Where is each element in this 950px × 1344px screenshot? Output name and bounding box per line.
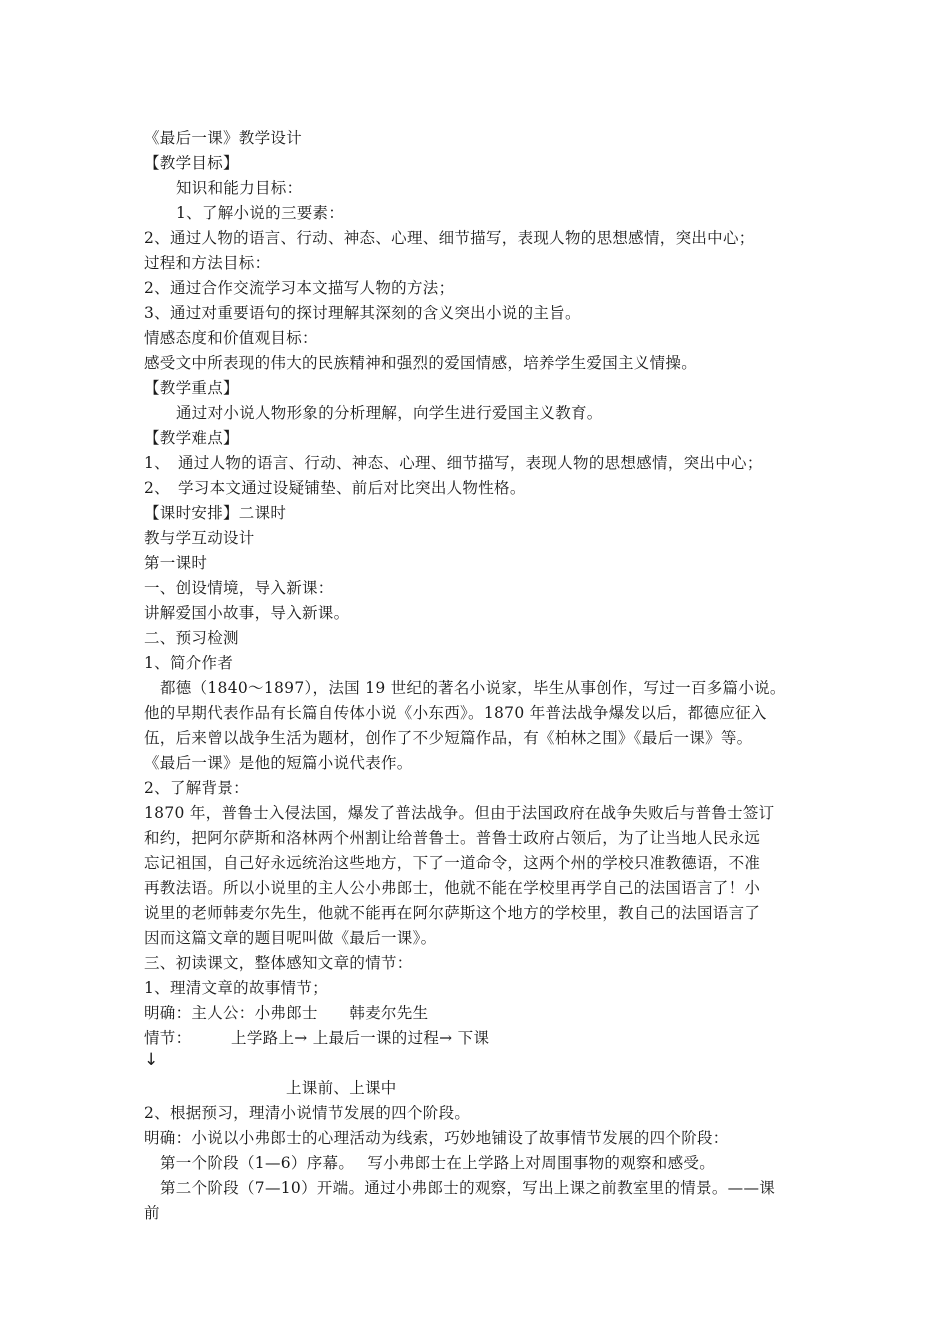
goal-emotion-item-1: 感受文中所表现的伟大的民族精神和强烈的爱国情感，培养学生爱国主义情操。 <box>144 354 698 372</box>
background-paragraph-line: 和约，把阿尔萨斯和洛林两个州割让给普鲁士。普鲁士政府占领后，为了让当地人民永远 <box>144 829 761 847</box>
author-intro-heading: 1、简介作者 <box>144 654 234 672</box>
background-paragraph-line: 因而这篇文章的题目呢叫做《最后一课》。 <box>144 929 437 947</box>
difficulty-item-2: 2、 学习本文通过设疑铺垫、前后对比突出人物性格。 <box>144 479 526 497</box>
stage-one-line: 第一个阶段（1—6）序幕。 写小弗郎士在上学路上对周围事物的观察和感受。 <box>160 1154 716 1172</box>
stage-two-line: 第二个阶段（7—10）开端。通过小弗郎士的观察，写出上课之前教室里的情景。——课 <box>160 1179 776 1197</box>
author-paragraph-line: 伍，后来曾以战争生活为题材，创作了不少短篇作品，有《柏林之围》《最后一课》等。 <box>144 729 753 747</box>
plot-sub-stages: 上课前、上课中 <box>286 1079 397 1097</box>
interaction-design-heading: 教与学互动设计 <box>144 529 255 547</box>
goal-knowledge-item-2: 2、通过人物的语言、行动、神态、心理、细节描写，表现人物的思想感情，突出中心； <box>144 229 755 247</box>
author-paragraph-line: 都德（1840～1897），法国 19 世纪的著名小说家，毕生从事创作，写过一百多篇小说。 <box>160 679 786 697</box>
background-heading: 2、了解背景： <box>144 779 249 797</box>
step-three-heading: 三、初读课文，整体感知文章的情节： <box>144 954 413 972</box>
down-arrow-icon: ↓ <box>144 1050 159 1070</box>
background-paragraph-line: 说里的老师韩麦尔先生，他就不能再在阿尔萨斯这个地方的学校里，教自己的法国语言了 <box>144 904 761 922</box>
step-one-heading: 一、创设情境，导入新课： <box>144 579 334 597</box>
characters-line: 明确：主人公：小弗郎士 韩麦尔先生 <box>144 1004 429 1022</box>
plot-flow-line: 情节： 上学路上→ 上最后一课的过程→ 下课 <box>144 1029 490 1047</box>
section-heading-difficulties: 【教学难点】 <box>144 429 239 447</box>
difficulty-item-1: 1、 通过人物的语言、行动、神态、心理、细节描写，表现人物的思想感情，突出中心； <box>144 454 763 472</box>
document-title: 《最后一课》教学设计 <box>144 129 303 147</box>
key-points-text: 通过对小说人物形象的分析理解，向学生进行爱国主义教育。 <box>176 404 603 422</box>
step-one-text: 讲解爱国小故事，导入新课。 <box>144 604 350 622</box>
goal-process-heading: 过程和方法目标： <box>144 254 271 272</box>
four-stages-heading: 2、根据预习，理清小说情节发展的四个阶段。 <box>144 1104 471 1122</box>
schedule-line: 【课时安排】二课时 <box>144 504 287 522</box>
author-paragraph-line: 他的早期代表作品有长篇自传体小说《小东西》。1870 年普法战争爆发以后，都德应征入 <box>144 704 767 722</box>
section-heading-goals: 【教学目标】 <box>144 154 239 172</box>
section-heading-key-points: 【教学重点】 <box>144 379 239 397</box>
four-stages-intro: 明确：小说以小弗郎士的心理活动为线索，巧妙地铺设了故事情节发展的四个阶段： <box>144 1129 729 1147</box>
author-paragraph-line: 《最后一课》是他的短篇小说代表作。 <box>144 754 413 772</box>
step-two-heading: 二、预习检测 <box>144 629 239 647</box>
background-paragraph-line: 忘记祖国，自己好永远统治这些地方，下了一道命令，这两个州的学校只准教德语，不准 <box>144 854 761 872</box>
background-paragraph-line: 再教法语。所以小说里的主人公小弗郎士，他就不能在学校里再学自己的法国语言了！小 <box>144 879 761 897</box>
goal-knowledge-heading: 知识和能力目标： <box>176 179 303 197</box>
goal-emotion-heading: 情感态度和价值观目标： <box>144 329 318 347</box>
goal-process-item-3: 3、通过对重要语句的探讨理解其深刻的含义突出小说的主旨。 <box>144 304 581 322</box>
plot-outline-heading: 1、理清文章的故事情节； <box>144 979 328 997</box>
background-paragraph-line: 1870 年，普鲁士入侵法国，爆发了普法战争。但由于法国政府在战争失败后与普鲁士签订 <box>144 804 775 822</box>
goal-knowledge-item-1: 1、了解小说的三要素： <box>176 204 345 222</box>
stage-two-line-continued: 前 <box>144 1204 160 1222</box>
goal-process-item-2: 2、通过合作交流学习本文描写人物的方法； <box>144 279 455 297</box>
lesson-one-heading: 第一课时 <box>144 554 208 572</box>
